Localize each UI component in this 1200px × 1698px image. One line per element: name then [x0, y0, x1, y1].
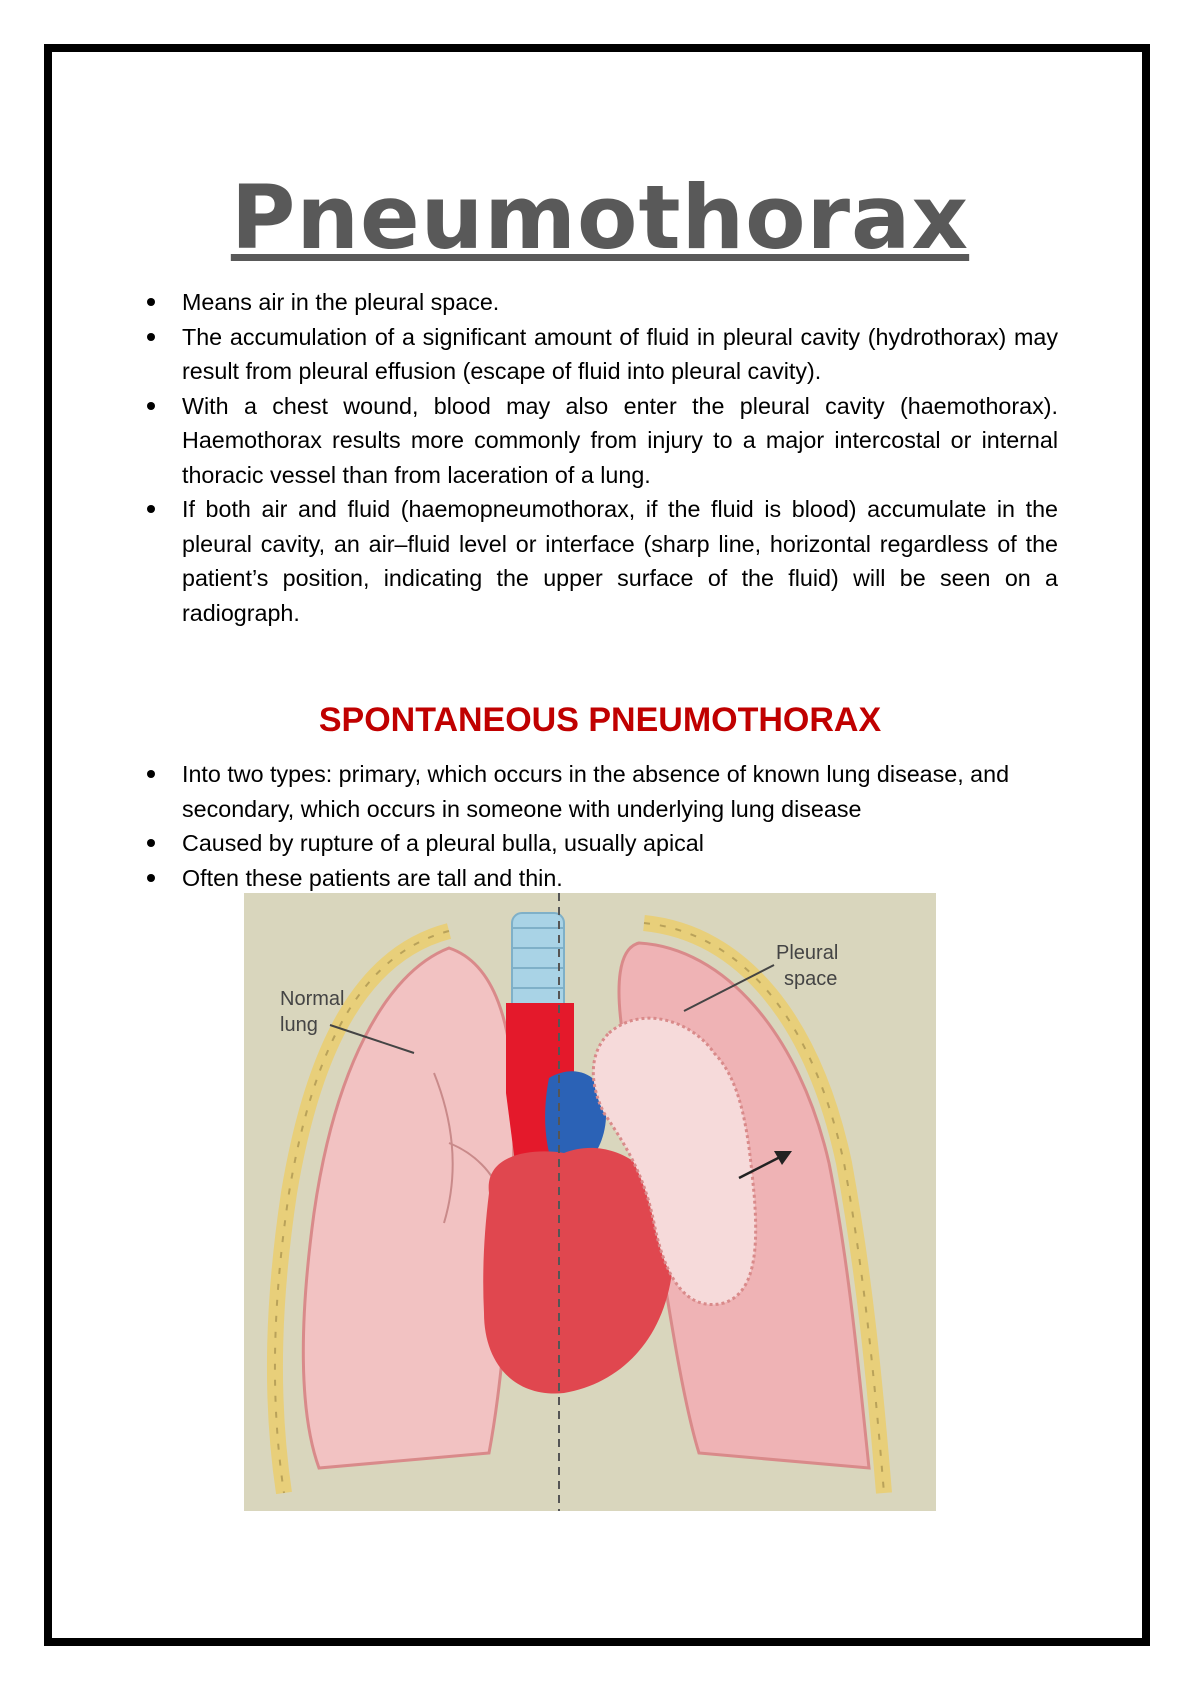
- label-normal-line2: lung: [280, 1014, 318, 1036]
- pneumothorax-diagram: [244, 893, 936, 1511]
- label-normal-line1: Normal: [280, 988, 345, 1010]
- list-item: With a chest wound, blood may also enter the pleural cavity (haemothorax). Haemothorax results more commonly from injury to a major intercostal or internal thoracic vessel than from laceration of a lung.: [182, 389, 1058, 493]
- spontaneous-bullet-list: [182, 757, 1058, 895]
- list-item: The accumulation of a significant amount of fluid in pleural cavity (hydrothorax) may result from pleural effusion (escape of fluid into pleural cavity).: [182, 320, 1058, 389]
- intro-bullet-list: [182, 285, 1058, 630]
- list-item: Caused by rupture of a pleural bulla, usually apical: [182, 826, 1058, 861]
- list-item: Means air in the pleural space.: [182, 285, 1058, 320]
- diagram-svg: [244, 893, 936, 1511]
- list-item: Often these patients are tall and thin.: [182, 861, 1058, 896]
- list-item: Into two types: primary, which occurs in the absence of known lung disease, and secondary, which occurs in someone with underlying lung disease: [182, 757, 1058, 826]
- label-pleural-line1: Pleural: [776, 942, 839, 964]
- section-heading: SPONTANEOUS PNEUMOTHORAX: [318, 701, 882, 739]
- list-item: If both air and fluid (haemopneumothorax, if the fluid is blood) accumulate in the pleural cavity, an air–fluid level or interface (sharp line, horizontal regardless of the patient’s position, indicating the upper surface of the fluid) will be seen on a radiograph.: [182, 492, 1058, 630]
- label-pleural-line2: space: [784, 968, 838, 990]
- page-title: Pneumothorax: [230, 166, 970, 269]
